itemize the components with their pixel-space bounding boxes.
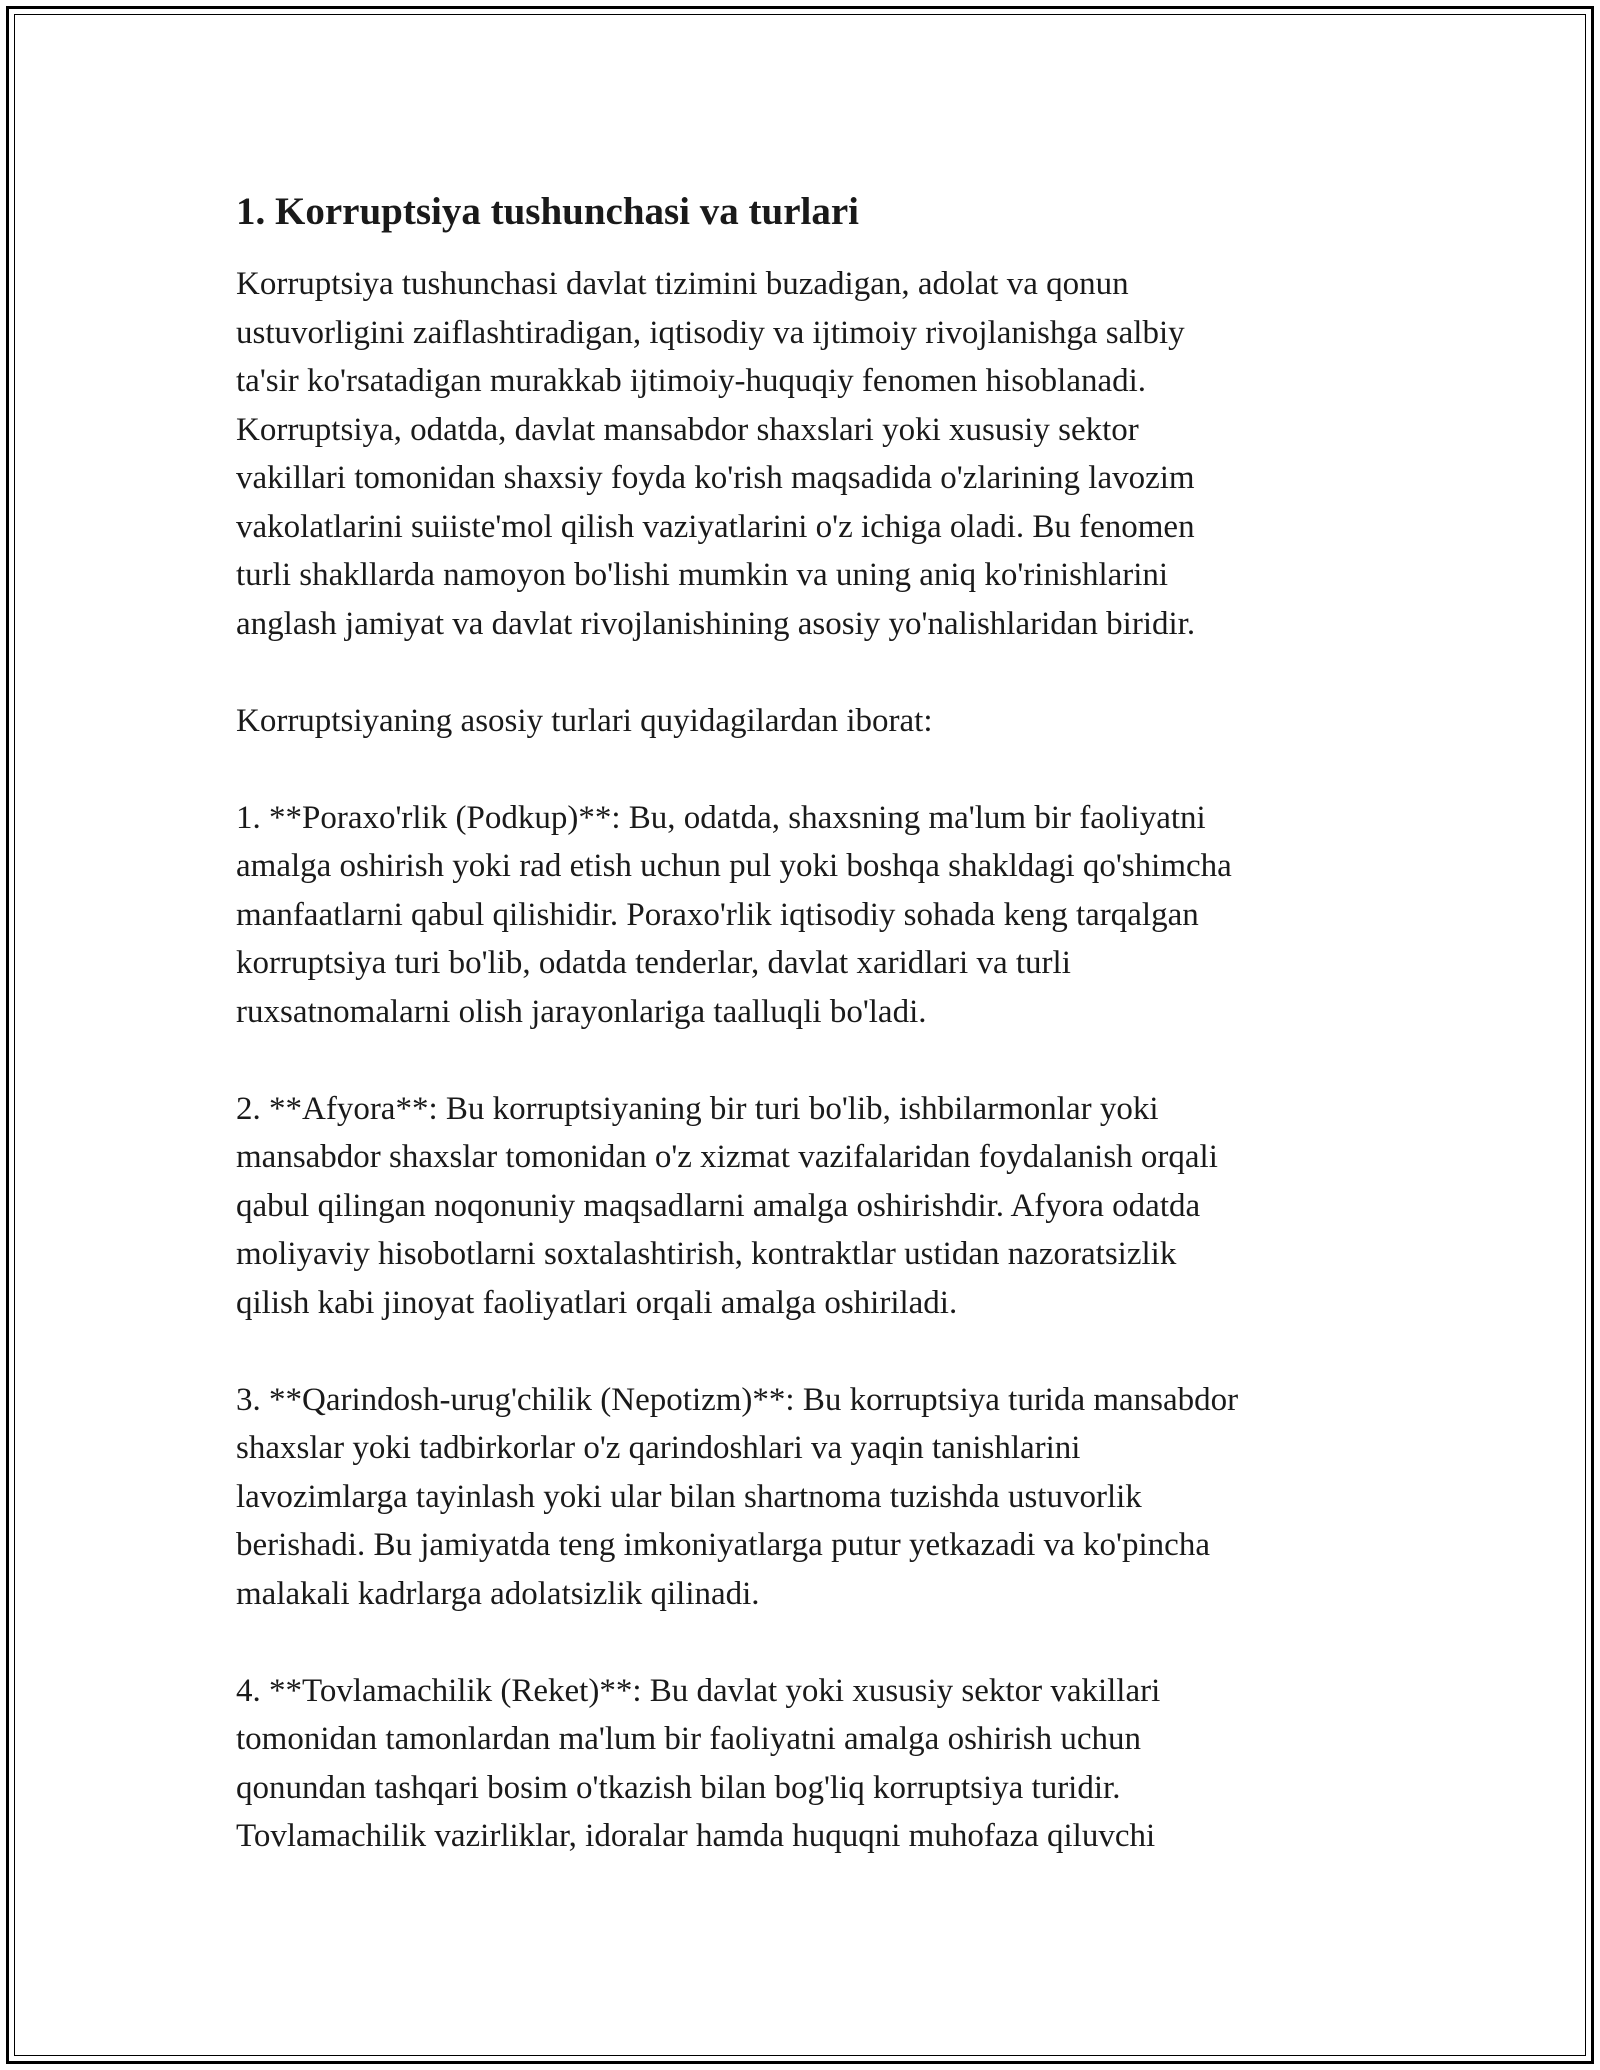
list-item-nepotism: 3. **Qarindosh-urug'chilik (Nepotizm)**: Bu korruptsiya turida mansabdor shaxslar yoki tadbirkorlar o'z qarindoshlari va yaqin tanishlarini lavozimlarga tayinlash yoki ular bilan shartnoma tuzishda ustuvorlik berishadi. Bu jamiyatda teng imkoniyatlarga putur yetkazadi va ko'pincha malakali kadrlarga adolatsizlik qilinadi. (236, 1381, 1239, 1612)
list-item-racketeering: 4. **Tovlamachilik (Reket)**: Bu davlat yoki xususiy sektor vakillari tomonidan tamonlardan ma'lum bir faoliyatni amalga oshirish uchun qonundan tashqari bosim o'tkazish bilan bog'liq korruptsiya turidir. Tovlamachilik vazirliklar, idoralar hamda huquqni muhofaza qiluvchi (236, 1672, 1161, 1854)
intro-paragraph: Korruptsiya tushunchasi davlat tizimini buzadigan, adolat va qonun ustuvorligini zaiflashtiradigan, iqtisodiy va ijtimoiy rivojlanishga salbiy ta'sir ko'rsatadigan murakkab ijtimoiy-huquqiy fenomen hisoblanadi. Korruptsiya, odatda, davlat mansabdor shaxslari yoki xususiy sektor vakillari tomonidan shaxsiy foyda ko'rish maqsadida o'zlarining lavozim vakolatlarini suiiste'mol qilish vaziyatlarini o'z ichiga oladi. Bu fenomen turli shakllarda namoyon bo'lishi mumkin va uning aniq ko'rinishlarini anglash jamiyat va davlat rivojlanishining asosiy yo'nalishlaridan biridir. (236, 266, 1196, 642)
list-item-bribery: 1. **Poraxo'rlik (Podkup)**: Bu, odatda, shaxsning ma'lum bir faoliyatni amalga oshirish yoki rad etish uchun pul yoki boshqa shakldagi qo'shimcha manfaatlarni qabul qilishidir. Poraxo'rlik iqtisodiy sohada keng tarqalgan korruptsiya turi bo'lib, odatda tenderlar, davlat xaridlari va turli ruxsatnomalarni olish jarayonlariga taalluqli bo'ladi. (236, 799, 1232, 1030)
paragraph-gap (236, 648, 1366, 697)
types-lead-paragraph: Korruptsiyaning asosiy turlari quyidagilardan iborat: (236, 702, 933, 739)
list-item-afyora: 2. **Afyora**: Bu korruptsiyaning bir turi bo'lib, ishbilarmonlar yoki mansabdor shaxslar tomonidan o'z xizmat vazifalaridan foydalanish orqali qabul qilingan noqonuniy maqsadlarni amalga oshirishdir. Afyora odatda moliyaviy hisobotlarni soxtalashtirish, kontraktlar ustidan nazoratsizlik qilish kabi jinoyat faoliyatlari orqali amalga oshiriladi. (236, 1090, 1218, 1321)
paragraph-gap (236, 1036, 1366, 1085)
document-body (236, 186, 1366, 1861)
paragraph-gap (236, 1618, 1366, 1667)
paragraph-gap (236, 745, 1366, 794)
section-heading: 1. Korruptsiya tushunchasi va turlari (236, 190, 859, 233)
paragraph-gap (236, 1327, 1366, 1376)
